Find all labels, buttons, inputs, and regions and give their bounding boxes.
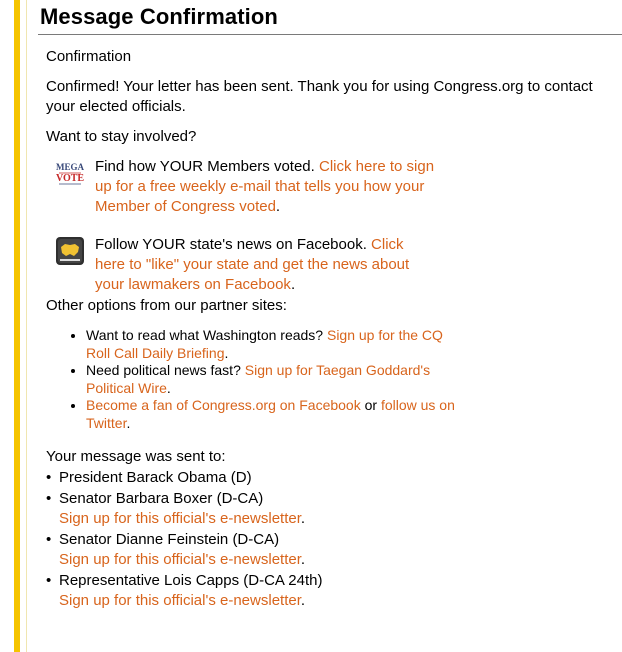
recipient-item: • Representative Lois Capps (D-CA 24th) Sign up for this official's e-newsletter. bbox=[46, 571, 606, 611]
recipient-item bbox=[46, 468, 606, 488]
list-item: • Want to read what Washington reads? Sign up for the CQ Roll Call Daily Briefing. bbox=[86, 327, 456, 362]
facebook-state-promo: Follow YOUR state's news on Facebook. Click here to "like" your state and get the news about your lawmakers on Facebook. bbox=[46, 235, 435, 295]
confirmation-heading: Confirmation bbox=[46, 48, 132, 65]
congress-org-map-icon bbox=[56, 237, 84, 265]
left-accent-bar bbox=[14, 0, 20, 652]
list-item: • Need political news fast? Sign up for Taegan Goddard's Political Wire. bbox=[86, 362, 456, 397]
partner-item-text: Need political news fast? bbox=[86, 362, 241, 378]
confirmation-message: Confirmed! Your letter has been sent. Thank you for using Congress.org to contact your elected officials. bbox=[46, 78, 593, 115]
recipient-item: • Senator Dianne Feinstein (D-CA) Sign up for this official's e-newsletter. bbox=[46, 530, 606, 570]
megavote-signup-link[interactable]: Click here to sign up for a free weekly e-mail that tells you how your Member of Congress voted bbox=[95, 158, 435, 215]
political-wire-link[interactable]: Sign up for Taegan Goddard's Political Wire bbox=[86, 362, 431, 396]
recipient-name: Representative Lois Capps (D-CA 24th) bbox=[59, 572, 323, 589]
recipients-list bbox=[46, 468, 606, 611]
facebook-like-state-link[interactable]: Click here to "like" your state and get the news about your lawmakers on Facebook bbox=[95, 236, 410, 293]
megavote-promo-text: Find how YOUR Members voted. bbox=[95, 158, 315, 175]
stay-involved-text: Want to stay involved? bbox=[46, 128, 197, 145]
list-item: • Become a fan of Congress.org on Facebook or follow us on Twitter. bbox=[86, 397, 456, 432]
partner-options-list bbox=[46, 327, 606, 432]
partner-item-text: or bbox=[364, 397, 378, 413]
facebook-fan-link[interactable]: Become a fan of Congress.org on Facebook bbox=[86, 397, 361, 413]
page-title: Message Confirmation bbox=[40, 4, 278, 29]
title-divider bbox=[38, 34, 622, 35]
partner-item-text: Want to read what Washington reads? bbox=[86, 327, 324, 343]
megavote-promo: MEGA VOTE Find how YOUR Members voted. Click here to sign up for a free weekly e-mail that tells you how your Member of Congress voted. bbox=[56, 158, 435, 215]
partner-options-heading: Other options from our partner sites: bbox=[46, 297, 287, 314]
twitter-follow-link[interactable]: follow us on Twitter bbox=[86, 397, 455, 431]
cq-roll-call-link[interactable]: Sign up for the CQ Roll Call Daily Briefing bbox=[86, 327, 443, 361]
svg-text:VOTE: VOTE bbox=[56, 173, 84, 184]
svg-text:MEGA: MEGA bbox=[56, 162, 84, 172]
facebook-promo-text: Follow YOUR state's news on Facebook. bbox=[95, 236, 367, 253]
left-border-line bbox=[26, 0, 27, 652]
newsletter-signup-link[interactable]: Sign up for this official's e-newsletter bbox=[59, 510, 301, 527]
recipient-name: Senator Barbara Boxer (D-CA) bbox=[59, 490, 264, 507]
recipients-heading: Your message was sent to: bbox=[46, 448, 226, 465]
megavote-logo-icon bbox=[56, 159, 84, 187]
newsletter-signup-link[interactable]: Sign up for this official's e-newsletter bbox=[59, 551, 301, 568]
recipient-name: President Barack Obama (D) bbox=[59, 469, 252, 486]
main-content bbox=[46, 46, 606, 612]
recipient-name: Senator Dianne Feinstein (D-CA) bbox=[59, 531, 280, 548]
newsletter-signup-link[interactable]: Sign up for this official's e-newsletter bbox=[59, 592, 301, 609]
recipient-item: • Senator Barbara Boxer (D-CA) Sign up for this official's e-newsletter. bbox=[46, 489, 606, 529]
